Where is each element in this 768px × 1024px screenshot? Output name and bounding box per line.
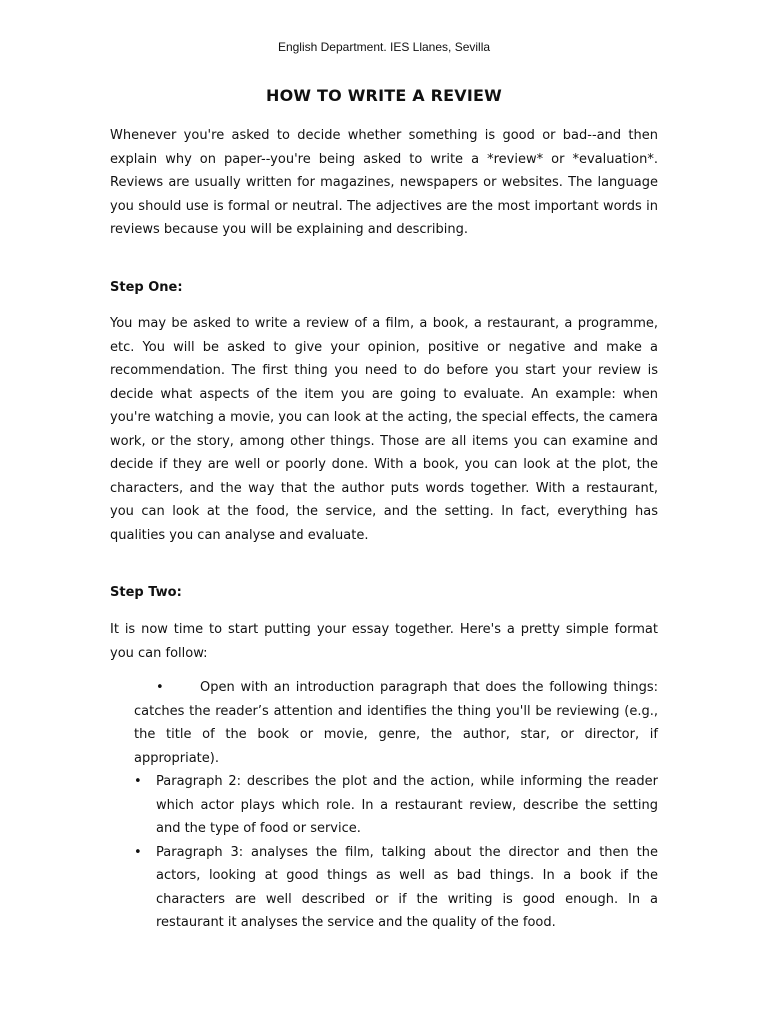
bullet-icon: • (134, 774, 142, 789)
page-header: English Department. IES Llanes, Sevilla (277, 40, 491, 54)
step-two-paragraph: It is now time to start putting your essay together. Here's a pretty simple format you can follow: (110, 622, 658, 661)
step-one-paragraph: You may be asked to write a review of a film, a book, a restaurant, a programme, etc. You will be asked to give your opinion, positive or negative and make a recommendation. The first thing you need to do before you start your review is decide what aspects of the item you are going to evaluate. An example: when you're watching a movie, you can look at the acting, the special effects, the camera work, or the story, among other things. Those are all items you can examine and decide if they are well or poorly done. With a book, you can look at the plot, the characters, and the way that the author puts words together. With a restaurant, you can look at the food, the service, and the setting. In fact, everything has qualities you can analyse and evaluate. (110, 316, 658, 543)
list-item-text: Open with an introduction paragraph that does the following things: catches the reader’s attention and identifies the thing you'll be reviewing (e.g., the title of the book or movie, genre, the author, star, or director, if appropriate). (134, 680, 658, 766)
list-item-text: Paragraph 3: analyses the film, talking about the director and then the actors, looking at good things as well as bad things. In a book if the characters are well described or if the writing is good enough. In a restaurant it analyses the service and the quality of the food. (156, 844, 658, 930)
bullet-icon: • (134, 844, 142, 860)
step-one-heading: Step One: (110, 280, 183, 295)
list-item (110, 676, 658, 770)
intro-paragraph: Whenever you're asked to decide whether something is good or bad--and then explain why on paper--you're being asked to write a *review* or *evaluation*. Reviews are usually written for magazines, newspapers or websites. The language you should use is formal or neutral. The adjectives are the most important words in reviews because you will be explaining and describing. (110, 128, 658, 237)
step-two-heading: Step Two: (110, 585, 182, 600)
document-title: HOW TO WRITE A REVIEW (266, 86, 502, 105)
format-list (110, 676, 658, 935)
list-item (110, 841, 658, 935)
list-item-text: Paragraph 2: describes the plot and the action, while informing the reader which actor plays which role. In a restaurant review, describe the setting and the type of food or service. (156, 774, 658, 836)
bullet-icon: • (156, 680, 164, 695)
list-item (110, 770, 658, 841)
